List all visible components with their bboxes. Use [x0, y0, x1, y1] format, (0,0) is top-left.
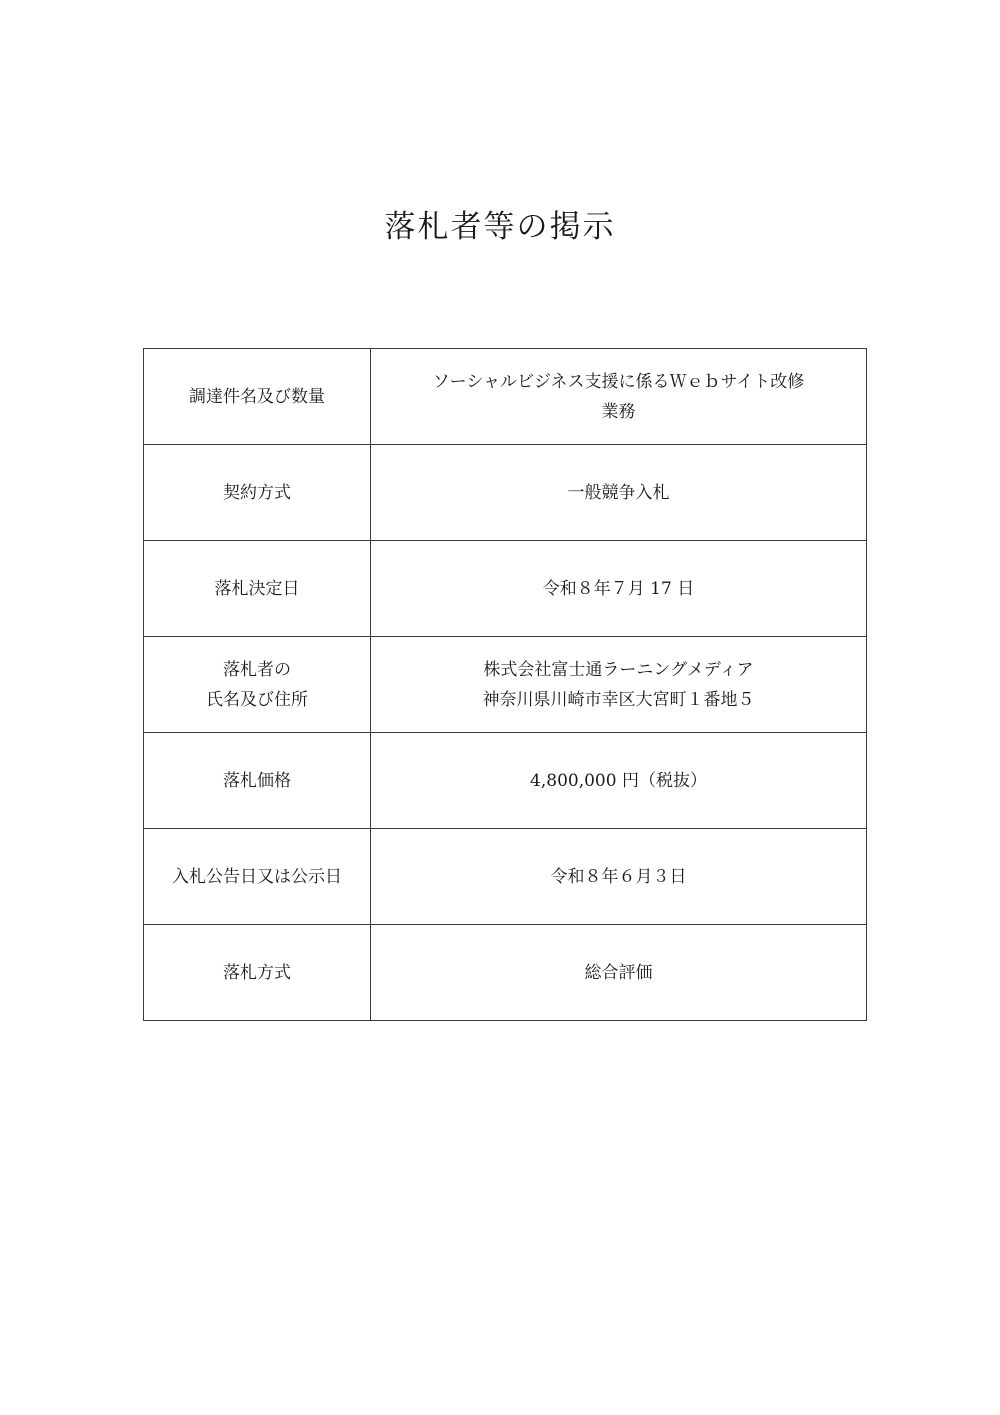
label-line: 落札方式 [223, 962, 291, 983]
page-title: 落札者等の掲示 [384, 209, 616, 245]
value-line: 一般競争入札 [567, 482, 670, 503]
row-label [144, 637, 371, 733]
label-line: 落札者の [223, 659, 291, 680]
row-label [144, 829, 371, 925]
row-value [371, 733, 867, 829]
award-info-table [143, 348, 867, 1021]
row-value [371, 925, 867, 1021]
value-line: 業務 [601, 401, 636, 422]
table-row-contract-method [144, 445, 867, 541]
table-row-award-method [144, 925, 867, 1021]
table-row-procurement-subject [144, 349, 867, 445]
value-line: 神奈川県川崎市幸区大宮町１番地５ [482, 689, 755, 710]
value-line: 4,800,000 円（税抜） [530, 770, 707, 791]
row-label [144, 925, 371, 1021]
value-line: 総合評価 [584, 962, 653, 983]
row-value [371, 637, 867, 733]
table-row-award-price [144, 733, 867, 829]
label-line: 落札価格 [223, 770, 291, 791]
value-line: 令和８年６月３日 [550, 866, 687, 887]
row-value [371, 445, 867, 541]
table-row-winner [144, 637, 867, 733]
value-line: ソーシャルビジネス支援に係るＷｅｂサイト改修 [432, 371, 805, 392]
row-label [144, 541, 371, 637]
row-value [371, 541, 867, 637]
label-line: 氏名及び住所 [206, 689, 308, 710]
table-row-notice-date [144, 829, 867, 925]
value-line: 令和８年７月 17 日 [542, 578, 695, 599]
value-line: 株式会社富士通ラーニングメディア [483, 659, 754, 680]
label-line: 入札公告日又は公示日 [172, 866, 342, 887]
label-line: 調達件名及び数量 [189, 386, 325, 407]
table-row-award-date [144, 541, 867, 637]
row-label [144, 733, 371, 829]
label-line: 契約方式 [223, 482, 291, 503]
row-value [371, 349, 867, 445]
label-line: 落札決定日 [214, 578, 300, 599]
row-value [371, 829, 867, 925]
row-label [144, 349, 371, 445]
row-label [144, 445, 371, 541]
